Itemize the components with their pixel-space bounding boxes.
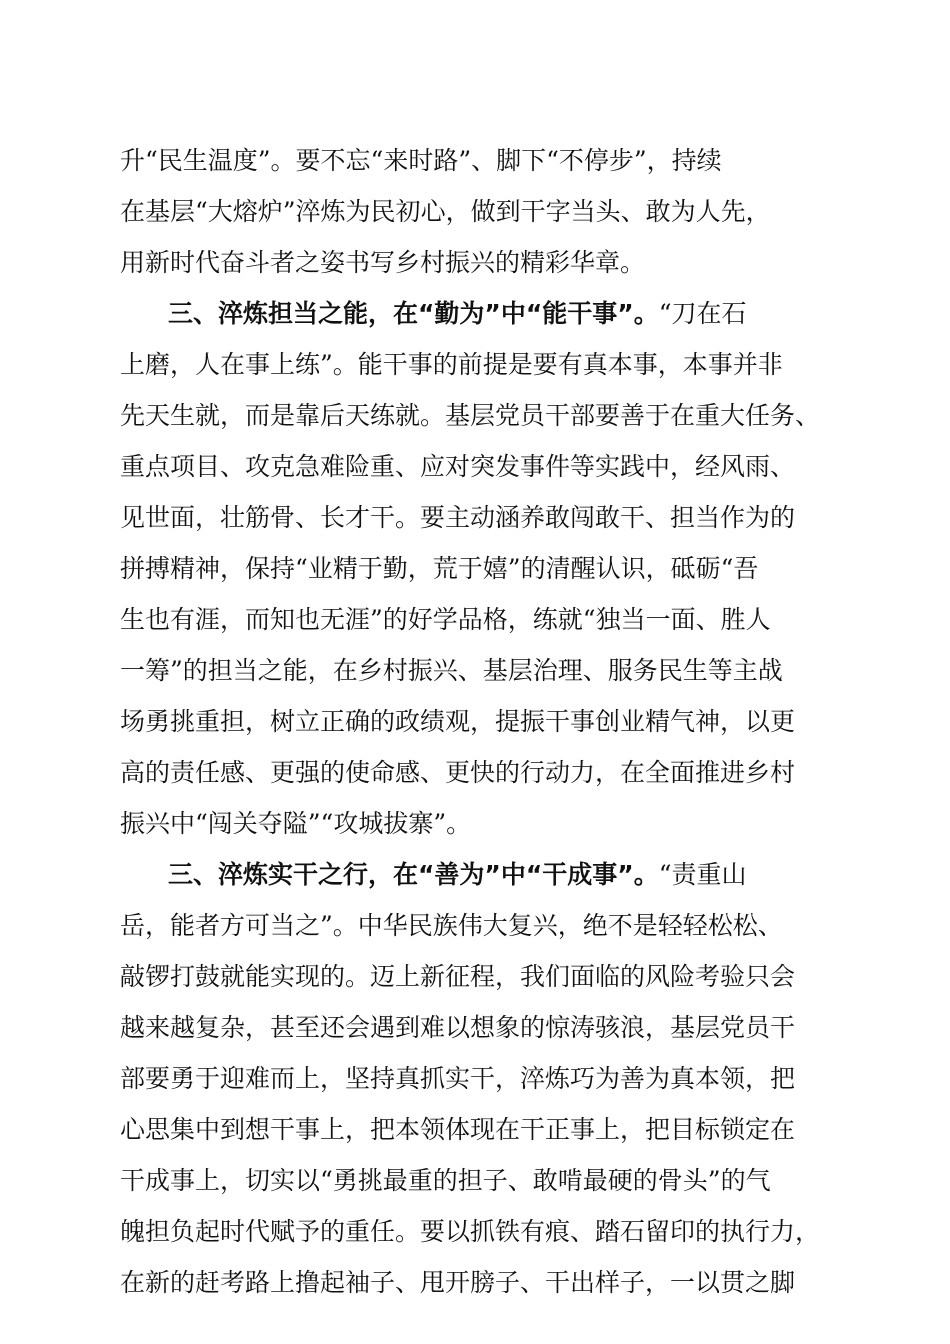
text-line: 用新时代奋斗者之姿书写乡村振兴的精彩华章。 [120, 248, 646, 277]
text-line: 敲锣打鼓就能实现的。迈上新征程，我们面临的风险考验只会 [120, 962, 796, 991]
text-line: 拼搏精神，保持“业精于勤，荒于嬉”的清醒认识，砥砺“吾 [120, 554, 759, 583]
text-line: 魄担负起时代赋予的重任。要以抓铁有痕、踏石留印的执行力， [120, 1217, 821, 1246]
paragraph-heading-line [168, 857, 747, 893]
text-fragment: “责重山 [658, 860, 747, 889]
text-line: 场勇挑重担，树立正确的政绩观，提振干事创业精气神，以更 [120, 707, 796, 736]
text-line: 生也有涯，而知也无涯”的好学品格，练就“独当一面、胜人 [120, 605, 771, 634]
text-line: 部要勇于迎难而上，坚持真抓实干，淬炼巧为善为真本领，把 [120, 1064, 796, 1093]
text-line: 一筹”的担当之能，在乡村振兴、基层治理、服务民生等主战 [120, 656, 783, 685]
text-line: 心思集中到想干事上，把本领体现在干正事上，把目标锁定在 [120, 1115, 796, 1144]
text-fragment: “刀在石 [658, 299, 747, 328]
paragraph-heading: 三、淬炼实干之行，在“善为”中“干成事”。 [168, 860, 659, 889]
text-line: 在基层“大熔炉”淬炼为民初心，做到干字当头、敢为人先， [120, 197, 771, 226]
text-line: 越来越复杂，甚至还会遇到难以想象的惊涛骇浪，基层党员干 [120, 1013, 796, 1042]
text-line: 振兴中“闯关夺隘”“攻城拔寨”。 [120, 809, 472, 838]
paragraph-heading: 三、淬炼担当之能，在“勤为”中“能干事”。 [168, 299, 659, 328]
text-line: 干成事上，切实以“勇挑最重的担子、敢啃最硬的骨头”的气 [120, 1166, 771, 1195]
text-line: 岳，能者方可当之”。中华民族伟大复兴，绝不是轻轻松松、 [120, 911, 783, 940]
text-line: 升“民生温度”。要不忘“来时路”、脚下“不停步”，持续 [120, 146, 722, 175]
text-line: 在新的赶考路上撸起袖子、甩开膀子、干出样子，一以贯之脚 [120, 1268, 796, 1297]
text-line: 见世面，壮筋骨、长才干。要主动涵养敢闯敢干、担当作为的 [120, 503, 796, 532]
text-line: 重点项目、攻克急难险重、应对突发事件等实践中，经风雨、 [120, 452, 796, 481]
text-line: 上磨，人在事上练”。能干事的前提是要有真本事，本事并非 [120, 350, 783, 379]
text-line: 高的责任感、更强的使命感、更快的行动力，在全面推进乡村 [120, 758, 796, 787]
text-line: 先天生就，而是靠后天练就。基层党员干部要善于在重大任务、 [120, 401, 821, 430]
paragraph-heading-line [168, 296, 747, 332]
